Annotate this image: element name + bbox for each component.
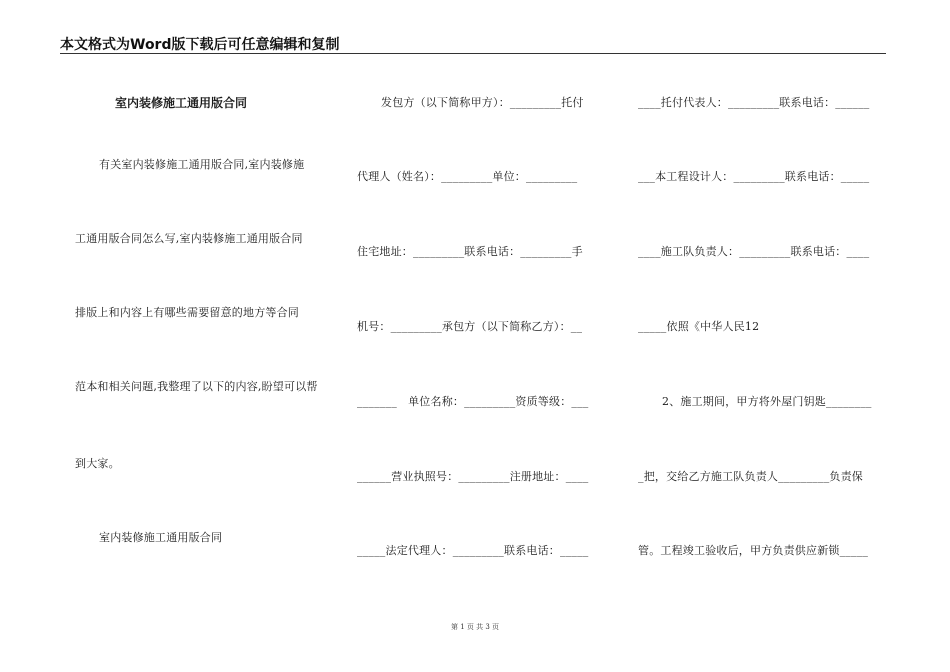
body-line: 到大家。 bbox=[75, 457, 120, 470]
body-line: ___本工程设计人：_________联系电话：_____ bbox=[638, 170, 870, 183]
body-line: 范本和相关问题,我整理了以下的内容,盼望可以帮 bbox=[75, 380, 318, 393]
body-line: 排版上和内容上有哪些需要留意的地方等合同 bbox=[75, 306, 299, 319]
body-line: 有关室内装修施工通用版合同,室内装修施 bbox=[99, 158, 305, 171]
document-header-title: 本文格式为Word版下载后可任意编辑和复制 bbox=[60, 37, 340, 53]
page-number: 第 1 页 共 3 页 bbox=[450, 623, 500, 631]
body-line: 发包方（以下简称甲方）：_________托付 bbox=[381, 96, 584, 109]
contract-title: 室内装修施工通用版合同 bbox=[115, 96, 248, 110]
body-line: _____依照《中华人民12 bbox=[638, 320, 760, 333]
body-line: 代理人（姓名）：_________单位：_________ bbox=[357, 170, 578, 183]
section-heading: 室内装修施工通用版合同 bbox=[99, 531, 223, 544]
body-line: _把，交给乙方施工队负责人_________负责保 bbox=[638, 470, 863, 483]
body-line: ____托付代表人：_________联系电话：______ bbox=[638, 96, 870, 109]
header-divider bbox=[60, 53, 886, 54]
body-line: 机号：_________承包方（以下简称乙方）：__ bbox=[357, 320, 583, 333]
body-line: 住宅地址：_________联系电话：_________手 bbox=[357, 245, 583, 258]
body-line: 2、施工期间，甲方将外屋门钥匙________ bbox=[662, 395, 872, 408]
body-line: ______营业执照号：_________注册地址：____ bbox=[357, 470, 589, 483]
body-line: ____施工队负责人：_________联系电话：____ bbox=[638, 245, 870, 258]
body-line: _____法定代理人：_________联系电话：_____ bbox=[357, 544, 589, 557]
body-line: 工通用版合同怎么写,室内装修施工通用版合同 bbox=[75, 232, 303, 245]
body-line: 管。工程竣工验收后，甲方负责供应新锁_____ bbox=[638, 544, 869, 557]
body-line: _______ 单位名称：_________资质等级：___ bbox=[357, 395, 589, 408]
